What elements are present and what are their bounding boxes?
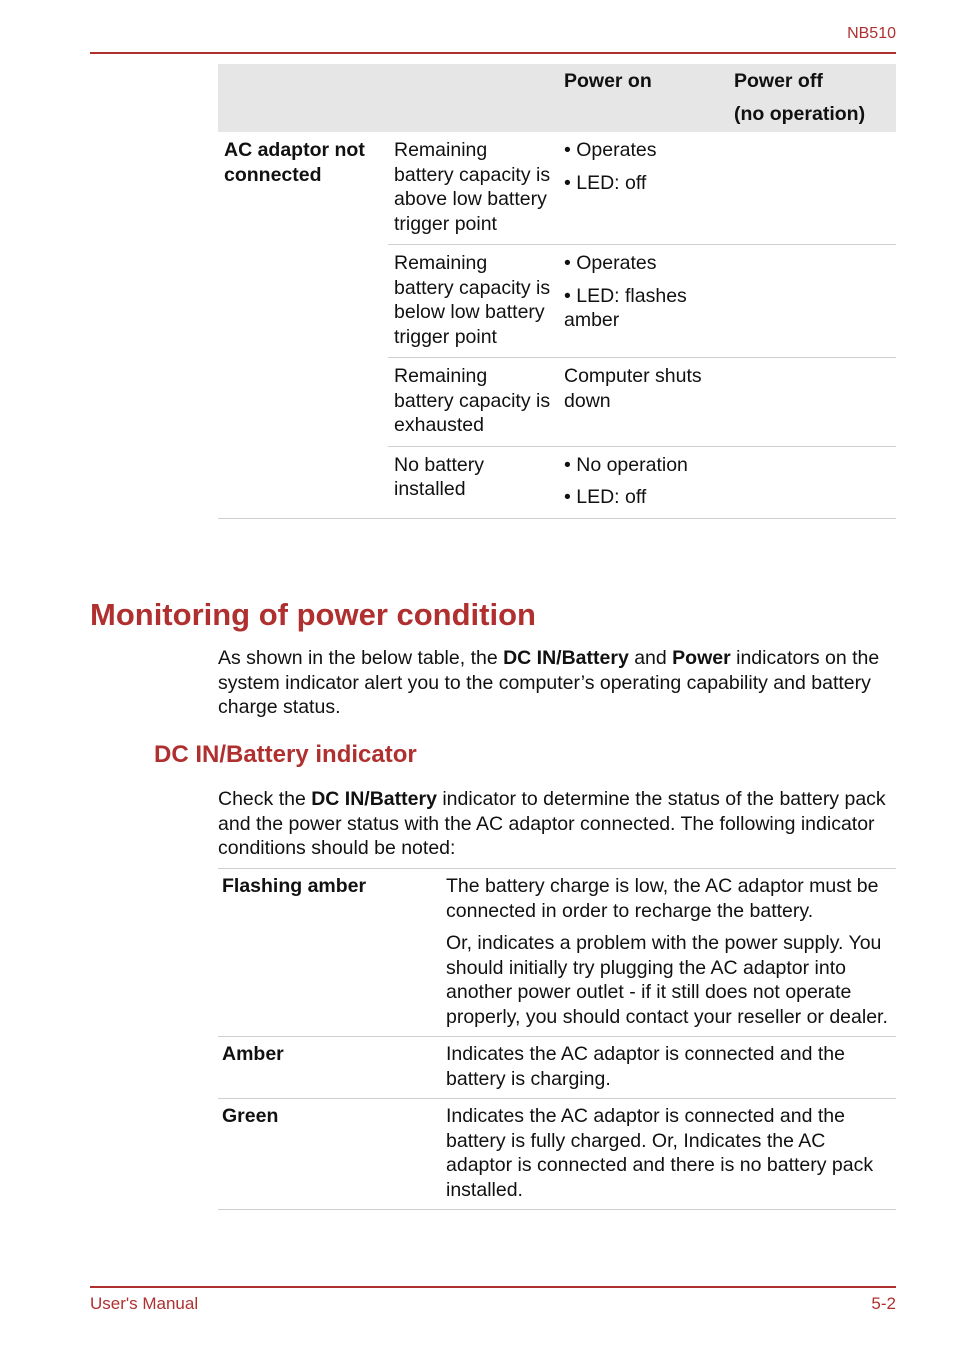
- indicator-term: Green: [218, 1099, 442, 1210]
- power-on-line: • LED: flashes amber: [564, 284, 687, 331]
- indicator-term: Flashing amber: [218, 869, 442, 1037]
- intro-bold-dcin: DC IN/Battery: [311, 788, 437, 810]
- indicator-table: [218, 868, 896, 1210]
- power-on-line: • LED: off: [564, 486, 647, 508]
- header-empty-2: [388, 64, 558, 132]
- header-rule: [90, 52, 896, 54]
- condition-cell: Remaining battery capacity is below low battery trigger point: [388, 245, 558, 358]
- table-row: [218, 132, 896, 245]
- power-off-cell: [728, 358, 896, 447]
- power-on-cell: [558, 446, 728, 518]
- indicator-desc: [442, 1037, 896, 1099]
- indicator-desc: [442, 1099, 896, 1210]
- indicator-desc: [442, 869, 896, 1037]
- condition-cell: No battery installed: [388, 446, 558, 518]
- intro-bold-dcin: DC IN/Battery: [503, 647, 629, 669]
- subsection-intro: [218, 787, 888, 861]
- power-on-line: • LED: off: [564, 171, 647, 194]
- table-row: [218, 1099, 896, 1210]
- footer-manual-title: User's Manual: [90, 1294, 199, 1313]
- group-label: AC adaptor not connected: [218, 132, 388, 518]
- footer-page-number: 5-2: [871, 1294, 896, 1313]
- power-off-cell: [728, 245, 896, 358]
- power-condition-table: [218, 64, 896, 519]
- intro-text: indicators on the system indicator alert you to the computer’s operating capability and battery charge status.: [218, 647, 880, 718]
- condition-cell: Remaining battery capacity is exhausted: [388, 358, 558, 447]
- power-on-line: • Operates: [564, 139, 657, 161]
- intro-text: As shown in the below table, the: [218, 647, 504, 669]
- intro-bold-power: Power: [672, 647, 731, 669]
- table-row: [218, 1037, 896, 1099]
- condition-cell: Remaining battery capacity is above low battery trigger point: [388, 132, 558, 245]
- section-title: Monitoring of power condition: [90, 597, 536, 632]
- indicator-term: Amber: [218, 1037, 442, 1099]
- power-on-line: Computer shuts down: [564, 365, 702, 412]
- desc-paragraph: Or, indicates a problem with the power supply. You should initially try plugging the AC adaptor into another power outlet - if it still does not operate properly, you should contact your reseller or dealer.: [446, 932, 888, 1028]
- footer-rule: [90, 1286, 896, 1288]
- power-off-cell: [728, 132, 896, 245]
- header-power-on: Power on: [558, 64, 728, 132]
- intro-text: and: [628, 647, 673, 669]
- header-model: NB510: [847, 25, 896, 42]
- intro-text: indicator to determine the status of the battery pack and the power status with the AC adaptor connected. The following indicator conditions should be noted:: [218, 788, 886, 859]
- power-on-cell: [558, 358, 728, 447]
- header-power-off-line2: (no operation): [734, 102, 866, 125]
- power-on-line: • Operates: [564, 252, 657, 274]
- subsection-title: DC IN/Battery indicator: [154, 741, 417, 768]
- power-on-line: • No operation: [564, 453, 688, 476]
- desc-paragraph: Indicates the AC adaptor is connected and the battery is charging.: [446, 1043, 845, 1090]
- table-header-row: [218, 64, 896, 132]
- power-off-cell: [728, 446, 896, 518]
- header-power-off: [728, 64, 896, 132]
- header-empty-1: [218, 64, 388, 132]
- header-power-off-line1: Power off: [734, 70, 823, 92]
- desc-paragraph: The battery charge is low, the AC adaptor must be connected in order to recharge the battery.: [446, 875, 879, 922]
- power-on-cell: [558, 132, 728, 245]
- desc-paragraph: Indicates the AC adaptor is connected and the battery is fully charged. Or, Indicates the AC adaptor is connected and there is no battery pack installed.: [446, 1105, 874, 1201]
- table-row: [218, 869, 896, 1037]
- power-on-cell: [558, 245, 728, 358]
- intro-text: Check the: [218, 788, 312, 810]
- section-intro: [218, 646, 888, 720]
